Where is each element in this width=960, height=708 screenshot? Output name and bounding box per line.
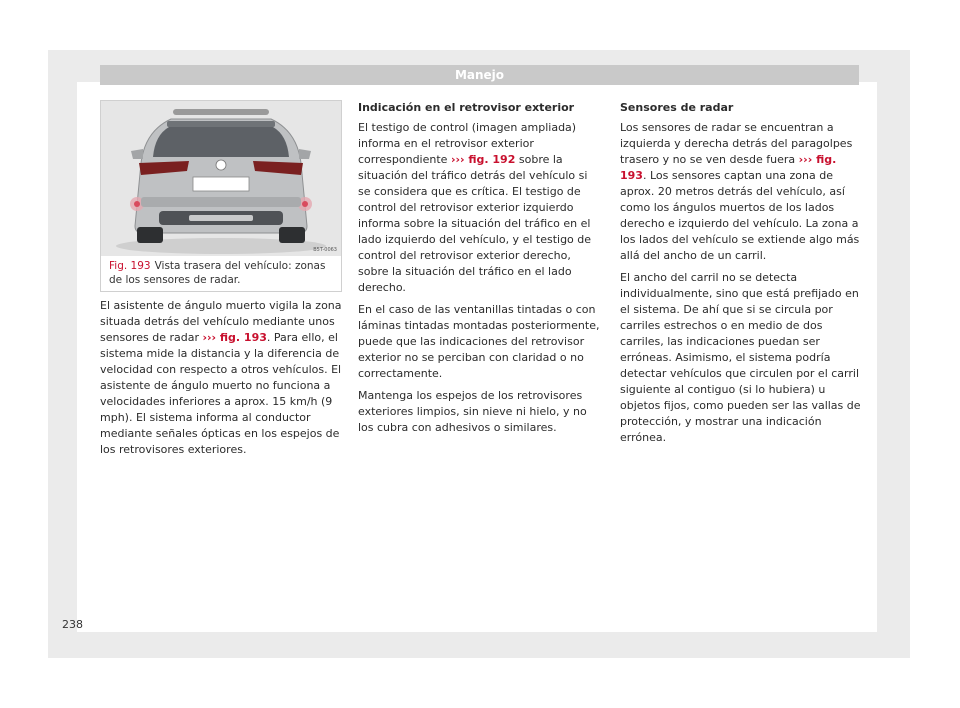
col1-text-a: El asistente de ángulo muerto vigila la zona situada detrás del vehículo mediante unos sensores de radar [100,299,342,344]
col1-text-b: . Para ello, el sistema mide la distancia y la diferencia de velocidad con respecto a otros vehículos. El asistente de ángulo muerto no funciona a velocidades inferiores a aprox. 15 km/h (9 mph). El sistema informa al conductor mediante señales ópticas en los espejos de los retrovisores exteriores. [100,331,342,456]
col2-paragraph-1 [358,120,602,296]
figure-code: B5T-0063 [313,247,337,253]
col2-text-a: El testigo de control (imagen ampliada) informa en el retrovisor exterior correspondiente [358,121,577,166]
col3-paragraph-1 [620,120,864,264]
col2-text-b: sobre la situación del tráfico detrás del vehículo si se considera que es crítica. El testigo de control del retrovisor exterior izquierdo informa sobre la situación del tráfico en el lado izquierdo del vehículo, y el testigo de control del retrovisor exterior derecho, sobre la situación del tráfico en el lado derecho. [358,153,592,294]
col3-text-b: . Los sensores captan una zona de aprox. 20 metros detrás del vehículo, así como los ángulos muertos de los lados derecho e izquierdo del vehículo. La zona a los lados del vehículo se extiende algo más allá del ancho de un carril. [620,169,860,262]
col3-text-a: Los sensores de radar se encuentran a izquierda y derecha detrás del paragolpes trasero y no se ven desde fuera [620,121,853,166]
col1-paragraph [100,298,342,458]
page-number: 238 [62,618,83,631]
col2-heading: Indicación en el retrovisor exterior [358,101,575,114]
col3-heading: Sensores de radar [620,101,734,114]
column-1 [100,298,342,464]
caption-text: Vista trasera del vehículo: zonas de los sensores de radar. [109,260,326,286]
figure-193 [100,100,342,292]
column-2 [358,100,602,442]
figure-caption [109,259,337,287]
car-rear-drawing [101,101,341,256]
rear-vehicle-illustration [101,101,341,256]
section-header: Manejo [100,65,859,85]
col3-paragraph-2: El ancho del carril no se detecta individualmente, sino que está prefijado en el sistema. De ahí que si se circula por carriles estrechos o en medio de dos carriles, las indicaciones puedan ser erróneas. Asimismo, el sistema podría detectar vehículos que circulen por el carril siguiente al contiguo (si lo hubiera) u objetos fijos, como pueden ser las vallas de protección, y mostrar una indicación errónea. [620,271,861,444]
fig-193-link-2[interactable]: ››› fig. 193 [620,153,837,182]
fig-193-link[interactable]: ››› fig. 193 [202,331,267,344]
column-3 [620,100,864,452]
fig-192-link[interactable]: ››› fig. 192 [450,153,516,166]
col2-paragraph-3: Mantenga los espejos de los retrovisores exteriores limpios, sin nieve ni hielo, y no los cubra con adhesivos o similares. [358,389,587,434]
figure-label: Fig. 193 [109,260,151,272]
col2-paragraph-2: En el caso de las ventanillas tintadas o con láminas tintadas montadas posteriormente, puede que las indicaciones del retrovisor exterior no se perciban con claridad o no correctamente. [358,303,600,380]
